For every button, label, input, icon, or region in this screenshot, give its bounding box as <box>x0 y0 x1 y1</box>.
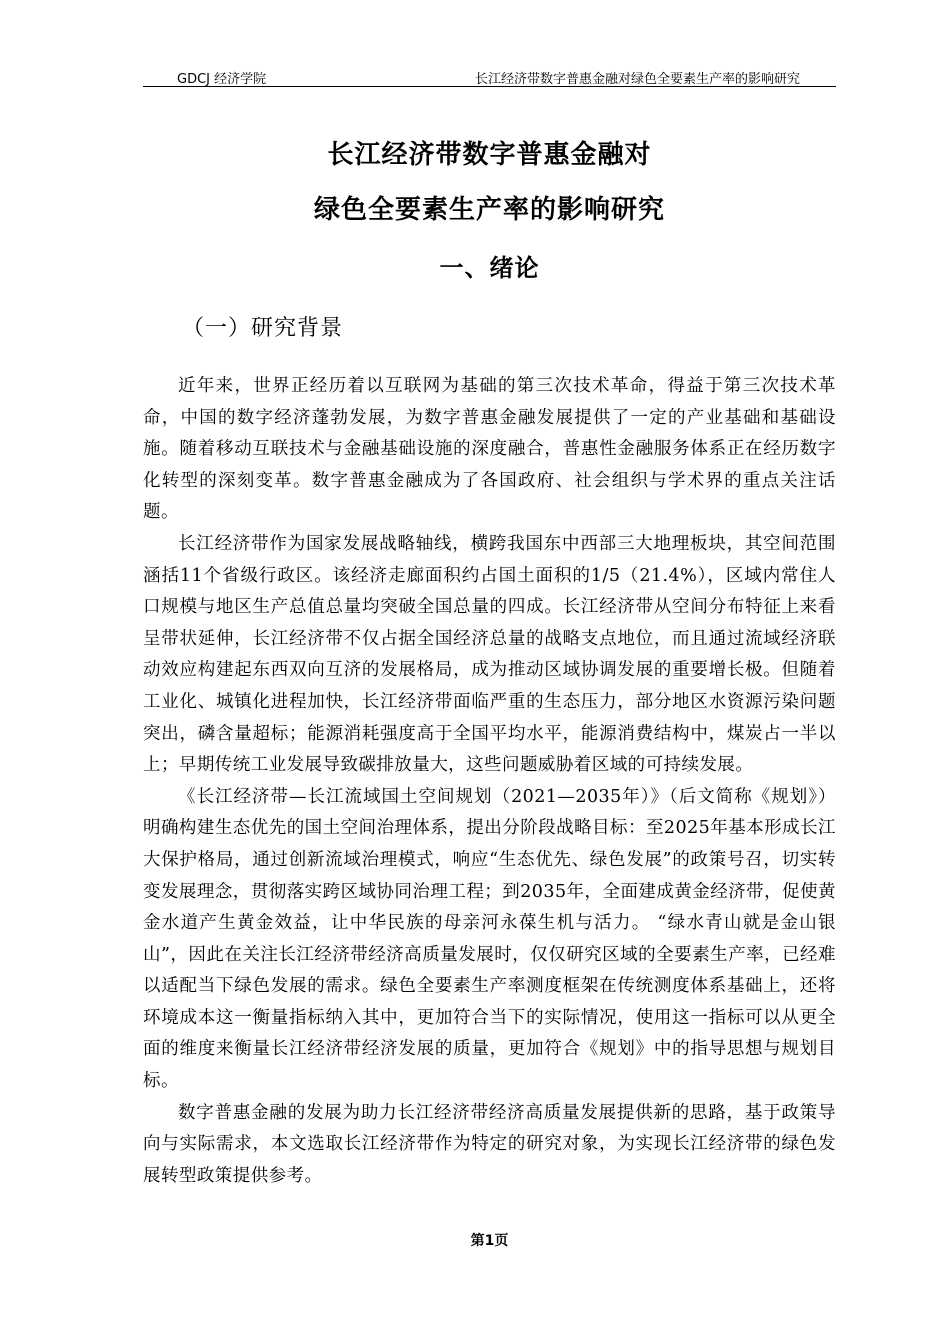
subsection-heading: （一）研究背景 <box>182 316 344 341</box>
page-number: 第1页 <box>470 1233 509 1249</box>
header-school: GDCJ 经济学院 <box>177 72 267 87</box>
section-heading: 一、绪论 <box>439 254 540 282</box>
paragraph: 《长江经济带—长江流域国土空间规划（2021—2035年）》（后文简称《规划》）明确构建生态优先的国土空间治理体系，提出分阶段战略目标：至2025年基本形成长江大保护格局，通过创新流域治理模式，响应“生态优先、绿色发展”的政策号召，切实转变发展理念，贯彻落实跨区域协同治理工程；到2035年，全面建成黄金经济带，促使黄金水道产生黄金效益，让中华民族的母亲河永葆生机与活力。 “绿水青山就是金山银山”，因此在关注长江经济带经济高质量发展时，仅仅研究区域的全要素生产率，已经难以适配当下绿色发展的需求。绿色全要素生产率测度框架在传统测度体系基础上，还将环境成本这一衡量指标纳入其中，更加符合当下的实际情况，使用这一指标可以从更全面的维度来衡量长江经济带经济发展的质量，更加符合《规划》中的指导思想与规划目标。 <box>143 786 836 1092</box>
header-paper-title: 长江经济带数字普惠金融对绿色全要素生产率的影响研究 <box>474 72 800 87</box>
body-text <box>143 371 836 1192</box>
page-header <box>143 66 836 87</box>
paragraph: 数字普惠金融的发展为助力长江经济带经济高质量发展提供新的思路，基于政策导向与实际需求，本文选取长江经济带作为特定的研究对象，为实现长江经济带的绿色发展转型政策提供参考。 <box>143 1102 836 1186</box>
document-title-line-1: 长江经济带数字普惠金融对 <box>327 140 652 170</box>
document-title-line-2: 绿色全要素生产率的影响研究 <box>313 195 665 225</box>
paragraph: 近年来，世界正经历着以互联网为基础的第三次技术革命，得益于第三次技术革命，中国的数字经济蓬勃发展，为数字普惠金融发展提供了一定的产业基础和基础设施。随着移动互联技术与金融基础设施的深度融合，普惠性金融服务体系正在经历数字化转型的深刻变革。数字普惠金融成为了各国政府、社会组织与学术界的重点关注话题。 <box>143 376 836 523</box>
paragraph: 长江经济带作为国家发展战略轴线，横跨我国东中西部三大地理板块，其空间范围涵括11个省级行政区。该经济走廊面积约占国土面积的1/5（21.4%），区域内常住人口规模与地区生产总值总量均突破全国总量的四成。长江经济带从空间分布特征上来看呈带状延伸，长江经济带不仅占据全国经济总量的战略支点地位，而且通过流域经济联动效应构建起东西双向互济的发展格局，成为推动区域协调发展的重要增长极。但随着工业化、城镇化进程加快，长江经济带面临严重的生态压力，部分地区水资源污染问题突出，磷含量超标；能源消耗强度高于全国平均水平，能源消费结构中，煤炭占一半以上；早期传统工业发展导致碳排放量大，这些问题威胁着区域的可持续发展。 <box>143 533 836 776</box>
